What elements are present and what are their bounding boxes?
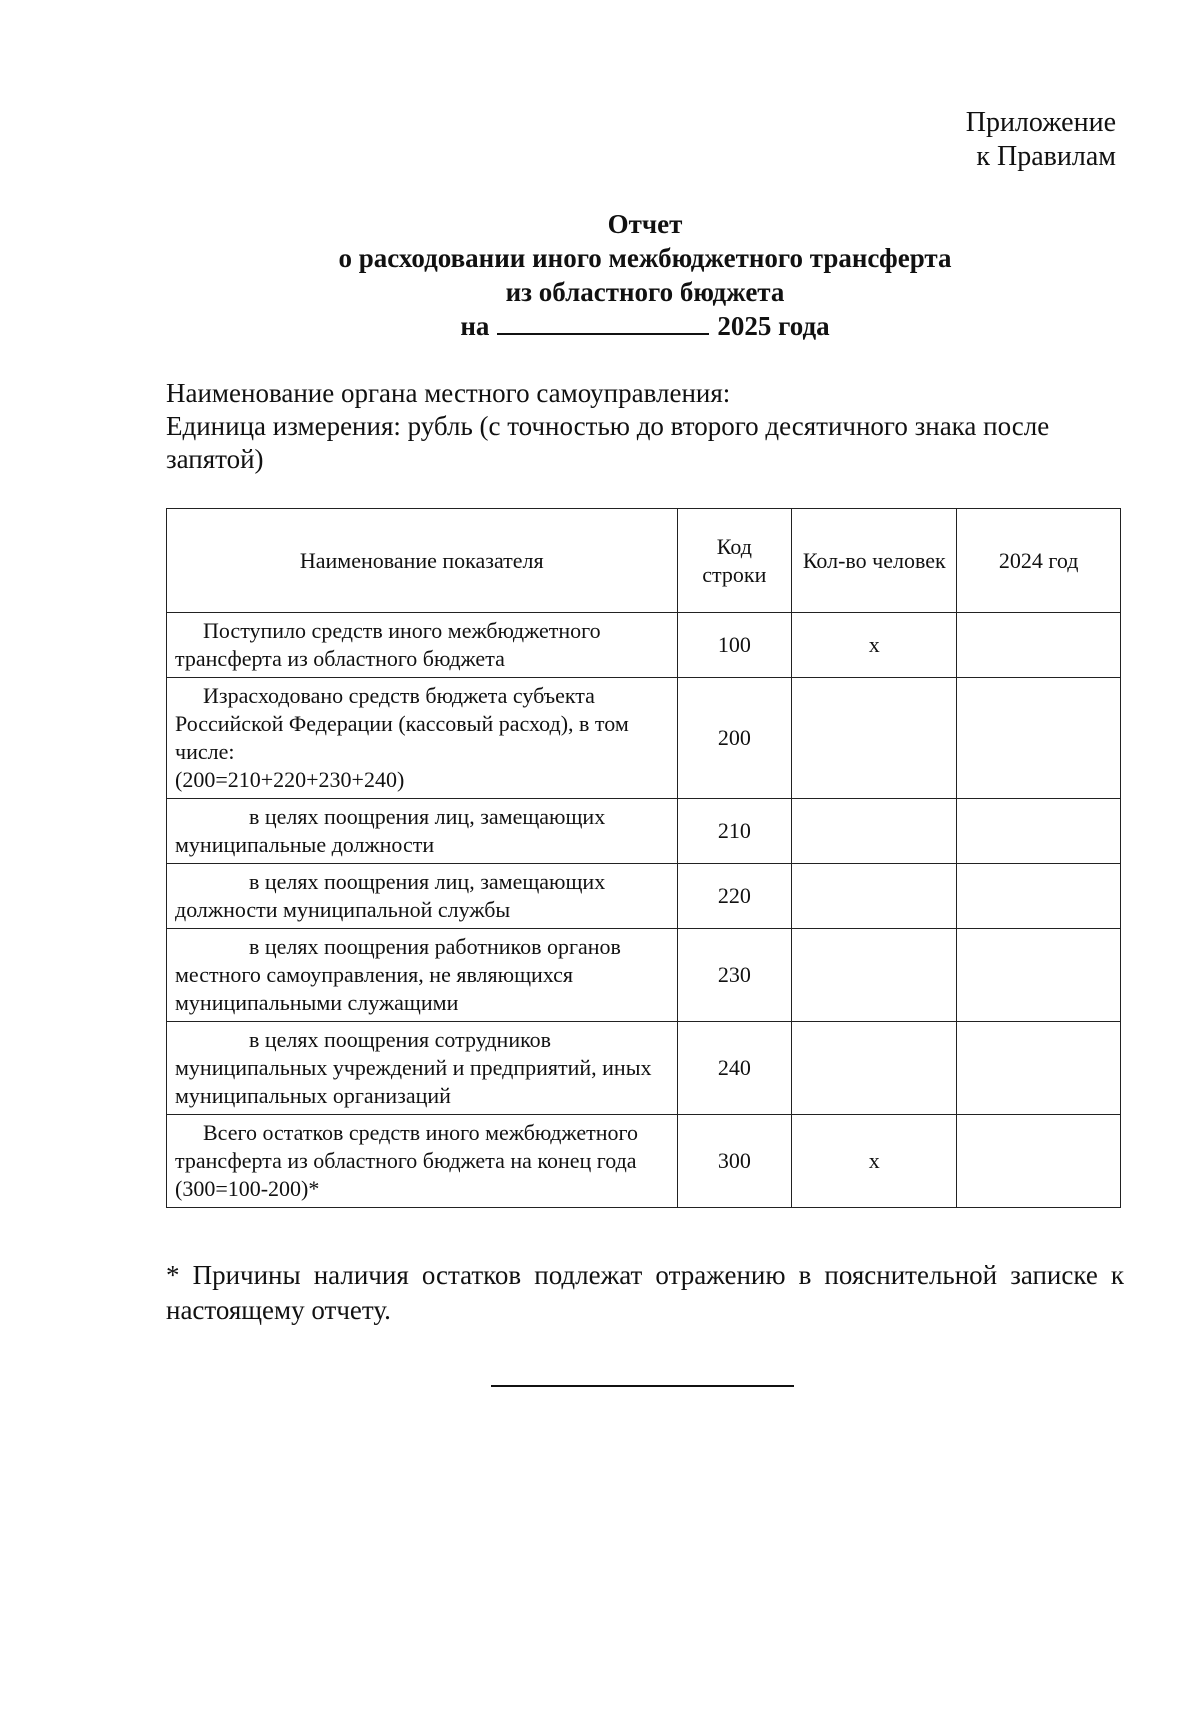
row-count: x	[792, 1115, 957, 1208]
row-code: 220	[677, 864, 792, 929]
report-table	[166, 508, 1121, 1208]
row-name: в целях поощрения лиц, замещающих муниципальные должности	[167, 799, 678, 864]
appendix-line-1: Приложение	[965, 107, 1116, 138]
row-count[interactable]	[792, 799, 957, 864]
row-year[interactable]	[957, 864, 1121, 929]
row-name: в целях поощрения сотрудников муниципальных учреждений и предприятий, иных муниципальных организаций	[167, 1022, 678, 1115]
row-code: 100	[677, 613, 792, 678]
row-code: 210	[677, 799, 792, 864]
row-code: 240	[677, 1022, 792, 1115]
date-suffix: 2025 года	[717, 311, 830, 341]
row-year[interactable]	[957, 678, 1121, 799]
table-row	[167, 1115, 1121, 1208]
org-label: Наименование органа местного самоуправления:	[166, 378, 731, 408]
title-line-1: Отчет	[607, 209, 683, 239]
row-name: Всего остатков средств иного межбюджетного трансферта из областного бюджета на конец года (300=100-200)*	[167, 1115, 678, 1208]
title-line-3: из областного бюджета	[505, 277, 785, 307]
appendix-note	[966, 106, 1116, 174]
signature-line	[491, 1385, 794, 1387]
header-code: Код строки	[677, 509, 792, 613]
table-header-row	[167, 509, 1121, 613]
row-code: 300	[677, 1115, 792, 1208]
date-prefix: на	[460, 311, 490, 341]
row-name: Израсходовано средств бюджета субъекта Российской Федерации (кассовый расход), в том числе:	[175, 683, 629, 764]
table-row	[167, 799, 1121, 864]
table-row	[167, 613, 1121, 678]
row-count[interactable]	[792, 929, 957, 1022]
table-row	[167, 929, 1121, 1022]
header-name: Наименование показателя	[167, 509, 678, 613]
row-name-cell	[167, 678, 678, 799]
row-year[interactable]	[957, 799, 1121, 864]
row-name: в целях поощрения лиц, замещающих должности муниципальной службы	[167, 864, 678, 929]
table-row	[167, 1022, 1121, 1115]
report-meta	[166, 377, 1126, 476]
row-year[interactable]	[957, 613, 1121, 678]
row-code: 230	[677, 929, 792, 1022]
header-count: Кол-во человек	[792, 509, 957, 613]
footnote: * Причины наличия остатков подлежат отражению в пояснительной записке к настоящему отчету.	[166, 1260, 1124, 1325]
title-line-2: о расходовании иного межбюджетного трансферта	[338, 243, 952, 273]
row-name: в целях поощрения работников органов местного самоуправления, не являющихся муниципальными служащими	[167, 929, 678, 1022]
row-count[interactable]	[792, 864, 957, 929]
date-blank-field[interactable]	[497, 309, 709, 335]
header-year: 2024 год	[957, 509, 1121, 613]
row-code: 200	[677, 678, 792, 799]
row-year[interactable]	[957, 1022, 1121, 1115]
table-row	[167, 864, 1121, 929]
table-row	[167, 678, 1121, 799]
appendix-line-2: к Правилам	[976, 141, 1116, 172]
row-count: x	[792, 613, 957, 678]
unit-label: Единица измерения: рубль (с точностью до второго десятичного знака после запятой)	[166, 411, 1050, 474]
report-title	[0, 207, 1200, 343]
row-year[interactable]	[957, 929, 1121, 1022]
row-year[interactable]	[957, 1115, 1121, 1208]
row-count[interactable]	[792, 1022, 957, 1115]
row-name: Поступило средств иного межбюджетного трансферта из областного бюджета	[167, 613, 678, 678]
title-date-line	[0, 309, 1200, 343]
row-formula: (200=210+220+230+240)	[175, 767, 405, 792]
row-count[interactable]	[792, 678, 957, 799]
